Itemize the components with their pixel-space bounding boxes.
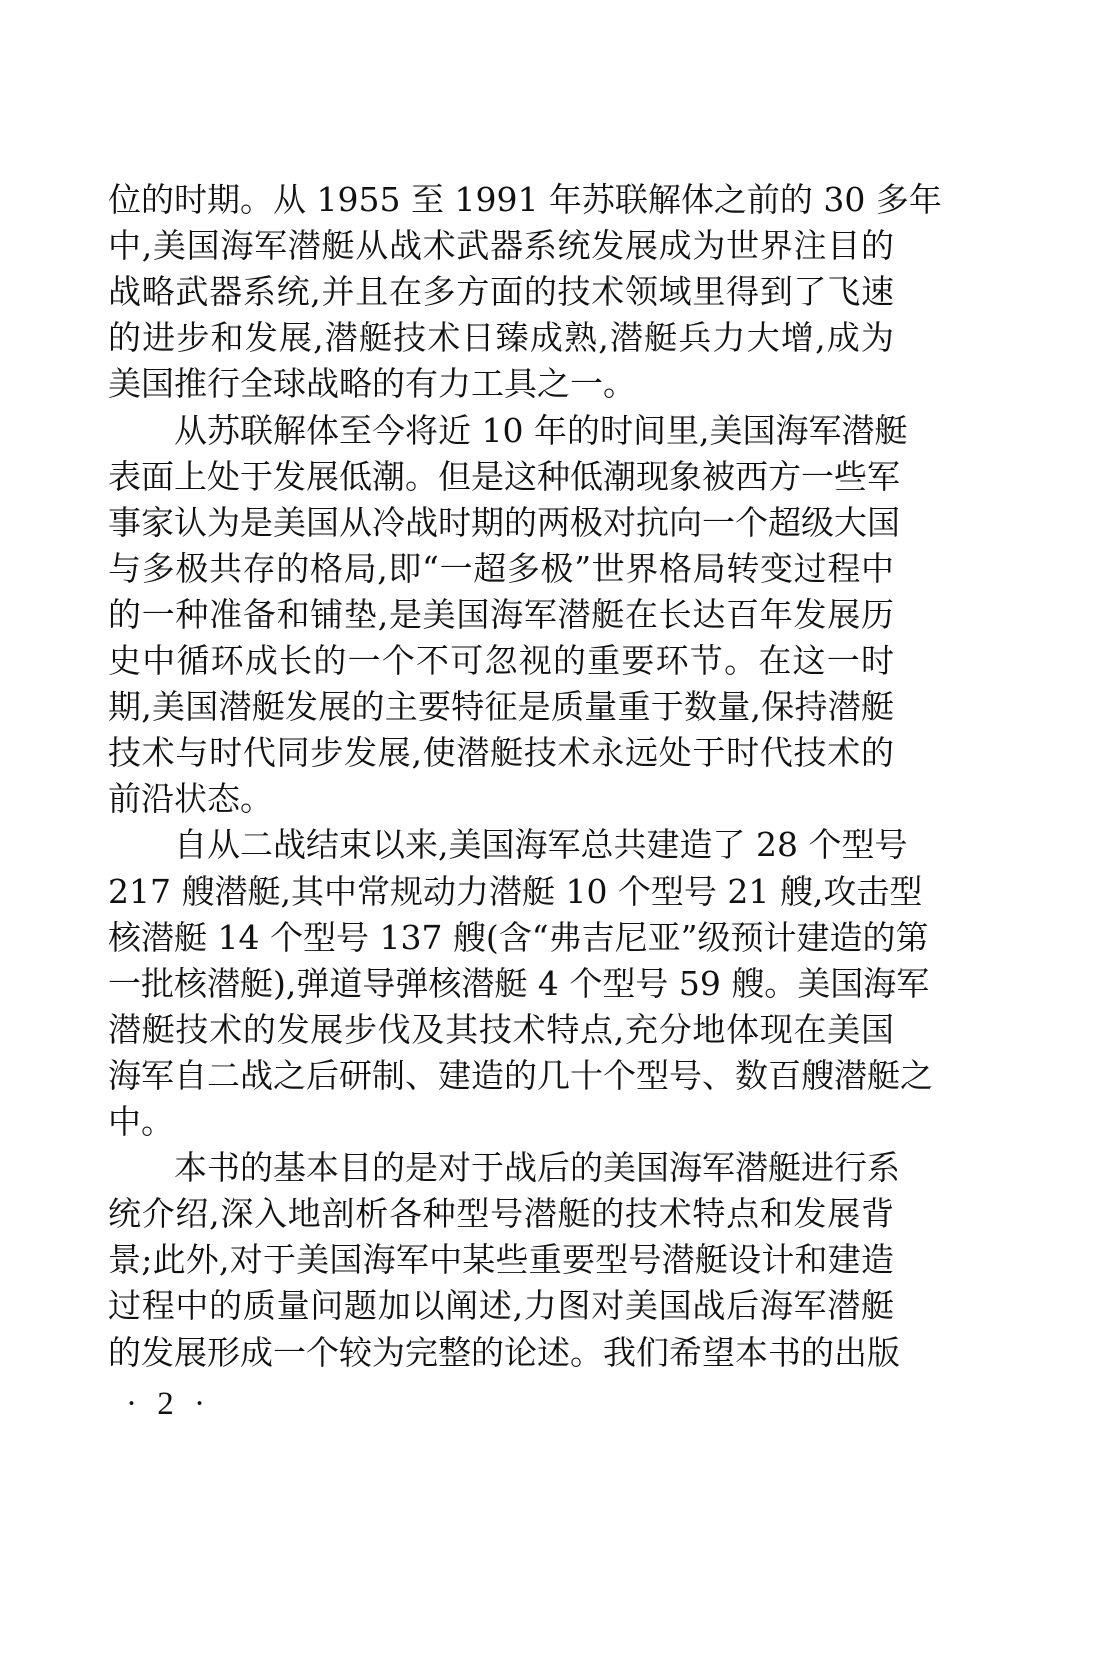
text-line: 本书的基本目的是对于战后的美国海军潜艇进行系: [174, 1148, 900, 1188]
text-line: 海军自二战之后研制、建造的几十个型号、数百艘潜艇之: [108, 1055, 933, 1095]
text-line: 的发展形成一个较为完整的论述。我们希望本书的出版: [108, 1332, 900, 1372]
text-line: 统介绍,深入地剖析各种型号潜艇的技术特点和发展背: [108, 1194, 894, 1234]
text-line: 自从二战结束以来,美国海军总共建造了 28 个型号: [174, 825, 908, 865]
text-line: 史中循环成长的一个不可忽视的重要环节。在这一时: [108, 641, 894, 680]
text-line: 技术与时代同步发展,使潜艇技术永远处于时代技术的: [108, 733, 894, 773]
text-line: 前沿状态。: [108, 779, 273, 819]
text-line: 从苏联解体至今将近 10 年的时间里,美国海军潜艇: [174, 410, 908, 450]
text-line: 潜艇技术的发展步伐及其技术特点,充分地体现在美国: [108, 1009, 894, 1049]
text-line: 与多极共存的格局,即“一超多极”世界格局转变过程中: [108, 548, 894, 588]
text-line: 事家认为是美国从冷战时期的两极对抗向一个超级大国: [108, 502, 900, 542]
text-line: 期,美国潜艇发展的主要特征是质量重于数量,保持潜艇: [108, 687, 894, 727]
text-line: 217 艘潜艇,其中常规动力潜艇 10 个型号 21 艘,攻击型: [108, 871, 923, 911]
text-line: 表面上处于发展低潮。但是这种低潮现象被西方一些军: [108, 456, 900, 496]
text-line: 核潜艇 14 个型号 137 艘(含“弗吉尼亚”级预计建造的第: [108, 917, 929, 957]
text-line: 景;此外,对于美国海军中某些重要型号潜艇设计和建造: [108, 1240, 894, 1280]
text-line: 美国推行全球战略的有力工具之一。: [108, 364, 636, 404]
text-line: 位的时期。从 1955 至 1991 年苏联解体之前的 30 多年: [108, 180, 942, 219]
text-line: 的一种准备和铺垫,是美国海军潜艇在长达百年发展历: [108, 594, 894, 634]
text-line: 的进步和发展,潜艇技术日臻成熟,潜艇兵力大增,成为: [108, 318, 894, 358]
text-line: 一批核潜艇),弹道导弹核潜艇 4 个型号 59 艘。美国海军: [108, 963, 930, 1003]
text-line: 中。: [108, 1102, 174, 1141]
text-line: 过程中的质量问题加以阐述,力图对美国战后海军潜艇: [108, 1286, 894, 1326]
text-line: 中,美国海军潜艇从战术武器系统发展成为世界注目的: [108, 226, 894, 266]
page-number: · 2 ·: [126, 1386, 211, 1422]
text-line: 战略武器系统,并且在多方面的技术领域里得到了飞速: [108, 272, 894, 312]
